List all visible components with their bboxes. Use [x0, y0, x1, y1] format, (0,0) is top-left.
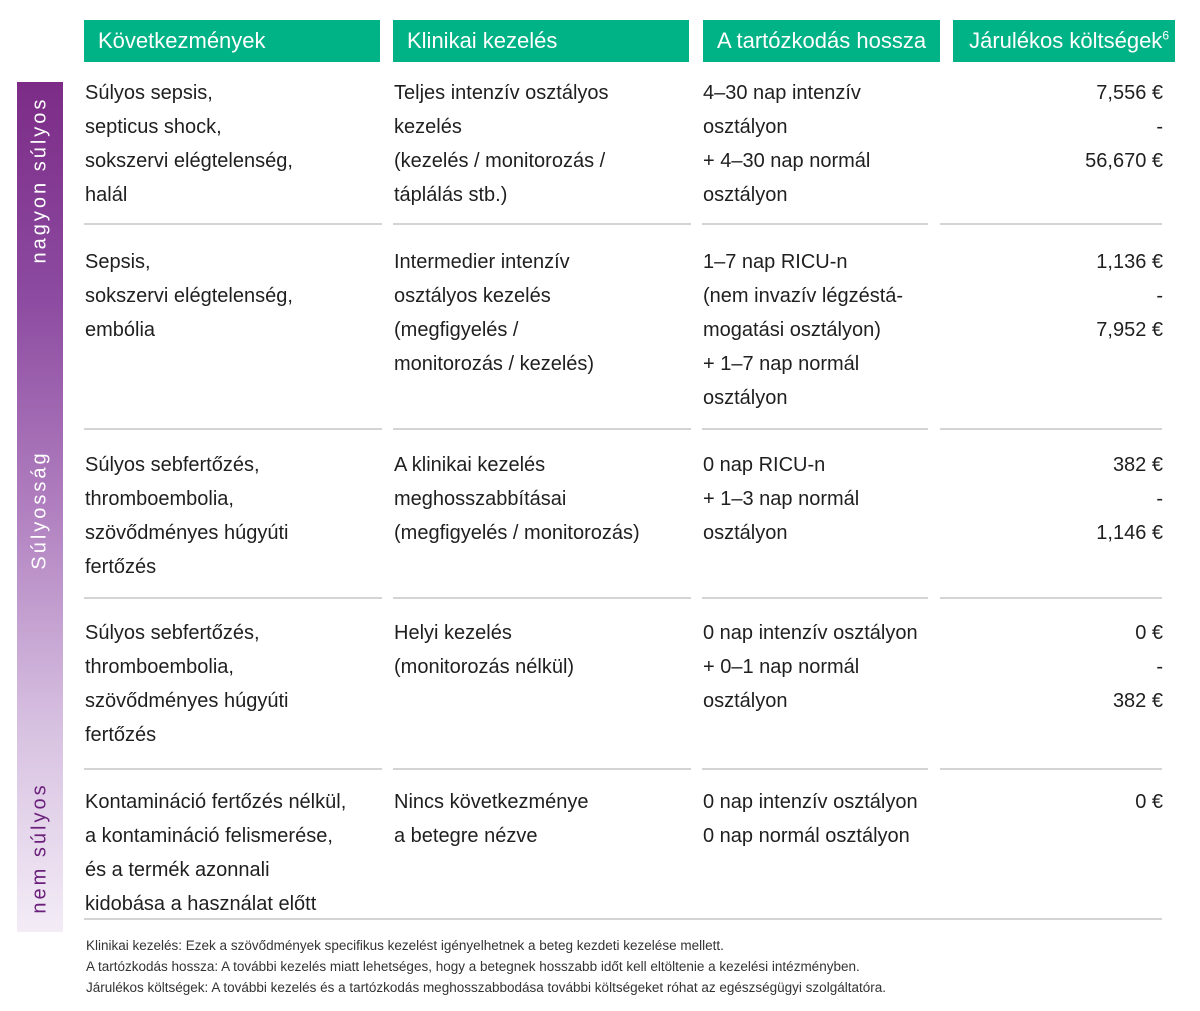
cell-text-line: kidobása a használat előtt — [85, 893, 317, 915]
consequences-cell — [85, 76, 385, 212]
cell-text-line: - — [1156, 656, 1163, 678]
cell-text-line: 0 nap intenzív osztályon — [703, 791, 918, 813]
cell-text-line: (nem invazív légzéstá- — [703, 285, 904, 307]
row-divider — [393, 428, 691, 430]
cell-text-line: 56,670 € — [1085, 150, 1163, 172]
cell-text-line: 0 € — [1135, 791, 1163, 813]
row-divider — [84, 597, 382, 599]
cell-text-line: mogatási osztályon) — [703, 319, 881, 341]
cell-text-line: A klinikai kezelés — [394, 454, 546, 476]
cell-text-line: septicus shock, — [85, 116, 222, 138]
row-divider — [702, 223, 928, 225]
cell-text-line: Súlyos sebfertőzés, — [85, 622, 260, 644]
consequences-cell — [85, 785, 385, 921]
row-divider — [940, 428, 1162, 430]
row-divider — [84, 768, 382, 770]
additional-costs-cell — [960, 616, 1163, 718]
column-header-consequences-label: Következmények — [98, 28, 266, 53]
cell-text-line: 0 € — [1135, 622, 1163, 644]
cell-text-line: 7,556 € — [1096, 82, 1163, 104]
cell-text-line: 0 nap normál osztályon — [703, 825, 910, 847]
footnote-reference: 6 — [1162, 28, 1169, 43]
cell-text-line: thromboembolia, — [85, 656, 234, 678]
footnote-clinical-treatment: Klinikai kezelés: Ezek a szövődmények specifikus kezelést igényelhetnek a beteg kezdeti kezelése mellett. — [86, 938, 724, 953]
row-divider — [940, 597, 1162, 599]
cell-text-line: 1–7 nap RICU-n — [703, 251, 848, 273]
row-divider — [702, 597, 928, 599]
cell-text-line: meghosszabbításai — [394, 488, 567, 510]
column-header-additional-costs-label: Járulékos költségek — [969, 28, 1163, 53]
cell-text-line: szövődményes húgyúti — [85, 690, 289, 712]
cell-text-line: 0 nap intenzív osztályon — [703, 622, 918, 644]
cell-text-line: monitorozás / kezelés) — [394, 353, 595, 375]
cell-text-line: kezelés — [394, 116, 462, 138]
cell-text-line: 4–30 nap intenzív — [703, 82, 861, 104]
cell-text-line: Kontamináció fertőzés nélkül, — [85, 791, 347, 813]
column-header-additional-costs — [953, 20, 1175, 62]
cell-text-line: embólia — [85, 319, 156, 341]
cell-text-line: - — [1156, 488, 1163, 510]
cell-text-line: (kezelés / monitorozás / — [394, 150, 606, 172]
column-header-clinical-treatment-label: Klinikai kezelés — [407, 28, 558, 53]
length-of-stay-cell — [703, 76, 953, 212]
cell-text-line: sokszervi elégtelenség, — [85, 150, 293, 172]
cell-text-line: 7,952 € — [1096, 319, 1163, 341]
table-bottom-rule — [84, 918, 1162, 920]
cell-text-line: 1,146 € — [1096, 522, 1163, 544]
cell-text-line: + 1–7 nap normál — [703, 353, 860, 375]
severity-label-severity: Súlyosság — [28, 450, 51, 570]
cell-text-line: Teljes intenzív osztályos — [394, 82, 609, 104]
clinical-treatment-cell — [394, 448, 694, 550]
row-divider — [940, 768, 1162, 770]
cell-text-line: halál — [85, 184, 128, 206]
cell-text-line: osztályos kezelés — [394, 285, 551, 307]
column-header-clinical-treatment — [393, 20, 689, 62]
length-of-stay-cell — [703, 448, 953, 550]
row-divider — [702, 768, 928, 770]
clinical-treatment-cell — [394, 76, 694, 212]
row-divider — [393, 597, 691, 599]
consequences-cell — [85, 245, 385, 347]
footnote-additional-costs: Járulékos költségek: A további kezelés és a tartózkodás meghosszabbodása további költségeket róhat az egészségügyi szolgáltatóra. — [86, 980, 886, 995]
cell-text-line: (megfigyelés / — [394, 319, 519, 341]
additional-costs-cell — [960, 76, 1163, 178]
clinical-treatment-cell — [394, 245, 694, 381]
cell-text-line: + 4–30 nap normál — [703, 150, 871, 172]
cell-text-line: a betegre nézve — [394, 825, 538, 847]
cell-text-line: (monitorozás nélkül) — [394, 656, 575, 678]
cell-text-line: osztályon — [703, 116, 788, 138]
cell-text-line: osztályon — [703, 690, 788, 712]
row-divider — [393, 223, 691, 225]
length-of-stay-cell — [703, 245, 953, 415]
row-divider — [393, 768, 691, 770]
column-header-length-of-stay — [703, 20, 940, 62]
cell-text-line: Sepsis, — [85, 251, 151, 273]
length-of-stay-cell — [703, 785, 953, 853]
additional-costs-cell — [960, 245, 1163, 347]
cell-text-line: táplálás stb.) — [394, 184, 508, 206]
additional-costs-cell — [960, 785, 1163, 819]
row-divider — [84, 223, 382, 225]
row-divider — [84, 428, 382, 430]
cell-text-line: fertőzés — [85, 724, 157, 746]
column-header-consequences — [84, 20, 380, 62]
clinical-treatment-cell — [394, 785, 694, 853]
cell-text-line: fertőzés — [85, 556, 157, 578]
consequences-cell — [85, 448, 385, 584]
cell-text-line: thromboembolia, — [85, 488, 234, 510]
cell-text-line: osztályon — [703, 184, 788, 206]
severity-label-not-severe: nem súlyos — [28, 782, 51, 914]
cell-text-line: Helyi kezelés — [394, 622, 512, 644]
cell-text-line: + 0–1 nap normál — [703, 656, 860, 678]
cell-text-line: (megfigyelés / monitorozás) — [394, 522, 640, 544]
consequences-cell — [85, 616, 385, 752]
footnote-length-of-stay: A tartózkodás hossza: A további kezelés miatt lehetséges, hogy a betegnek hosszabb időt kell eltöltenie a kezelési intézményben. — [86, 959, 860, 974]
cell-text-line: osztályon — [703, 387, 788, 409]
column-header-length-of-stay-label: A tartózkodás hossza — [716, 28, 927, 53]
cell-text-line: Nincs következménye — [394, 791, 589, 813]
row-divider — [940, 223, 1162, 225]
cell-text-line: 1,136 € — [1096, 251, 1163, 273]
cell-text-line: - — [1156, 116, 1163, 138]
cell-text-line: szövődményes húgyúti — [85, 522, 289, 544]
length-of-stay-cell — [703, 616, 953, 718]
row-divider — [702, 428, 928, 430]
cell-text-line: és a termék azonnali — [85, 859, 270, 881]
cell-text-line: 0 nap RICU-n — [703, 454, 826, 476]
cell-text-line: Súlyos sebfertőzés, — [85, 454, 260, 476]
cell-text-line: Intermedier intenzív — [394, 251, 570, 273]
additional-costs-cell — [960, 448, 1163, 550]
severity-label-very-severe: nagyon súlyos — [28, 96, 51, 264]
cell-text-line: 382 € — [1112, 454, 1163, 476]
cell-text-line: sokszervi elégtelenség, — [85, 285, 293, 307]
cell-text-line: + 1–3 nap normál — [703, 488, 860, 510]
clinical-treatment-cell — [394, 616, 694, 684]
cell-text-line: - — [1156, 285, 1163, 307]
cell-text-line: osztályon — [703, 522, 788, 544]
cell-text-line: Súlyos sepsis, — [85, 82, 213, 104]
cell-text-line: 382 € — [1112, 690, 1163, 712]
cell-text-line: a kontamináció felismerése, — [85, 825, 333, 847]
